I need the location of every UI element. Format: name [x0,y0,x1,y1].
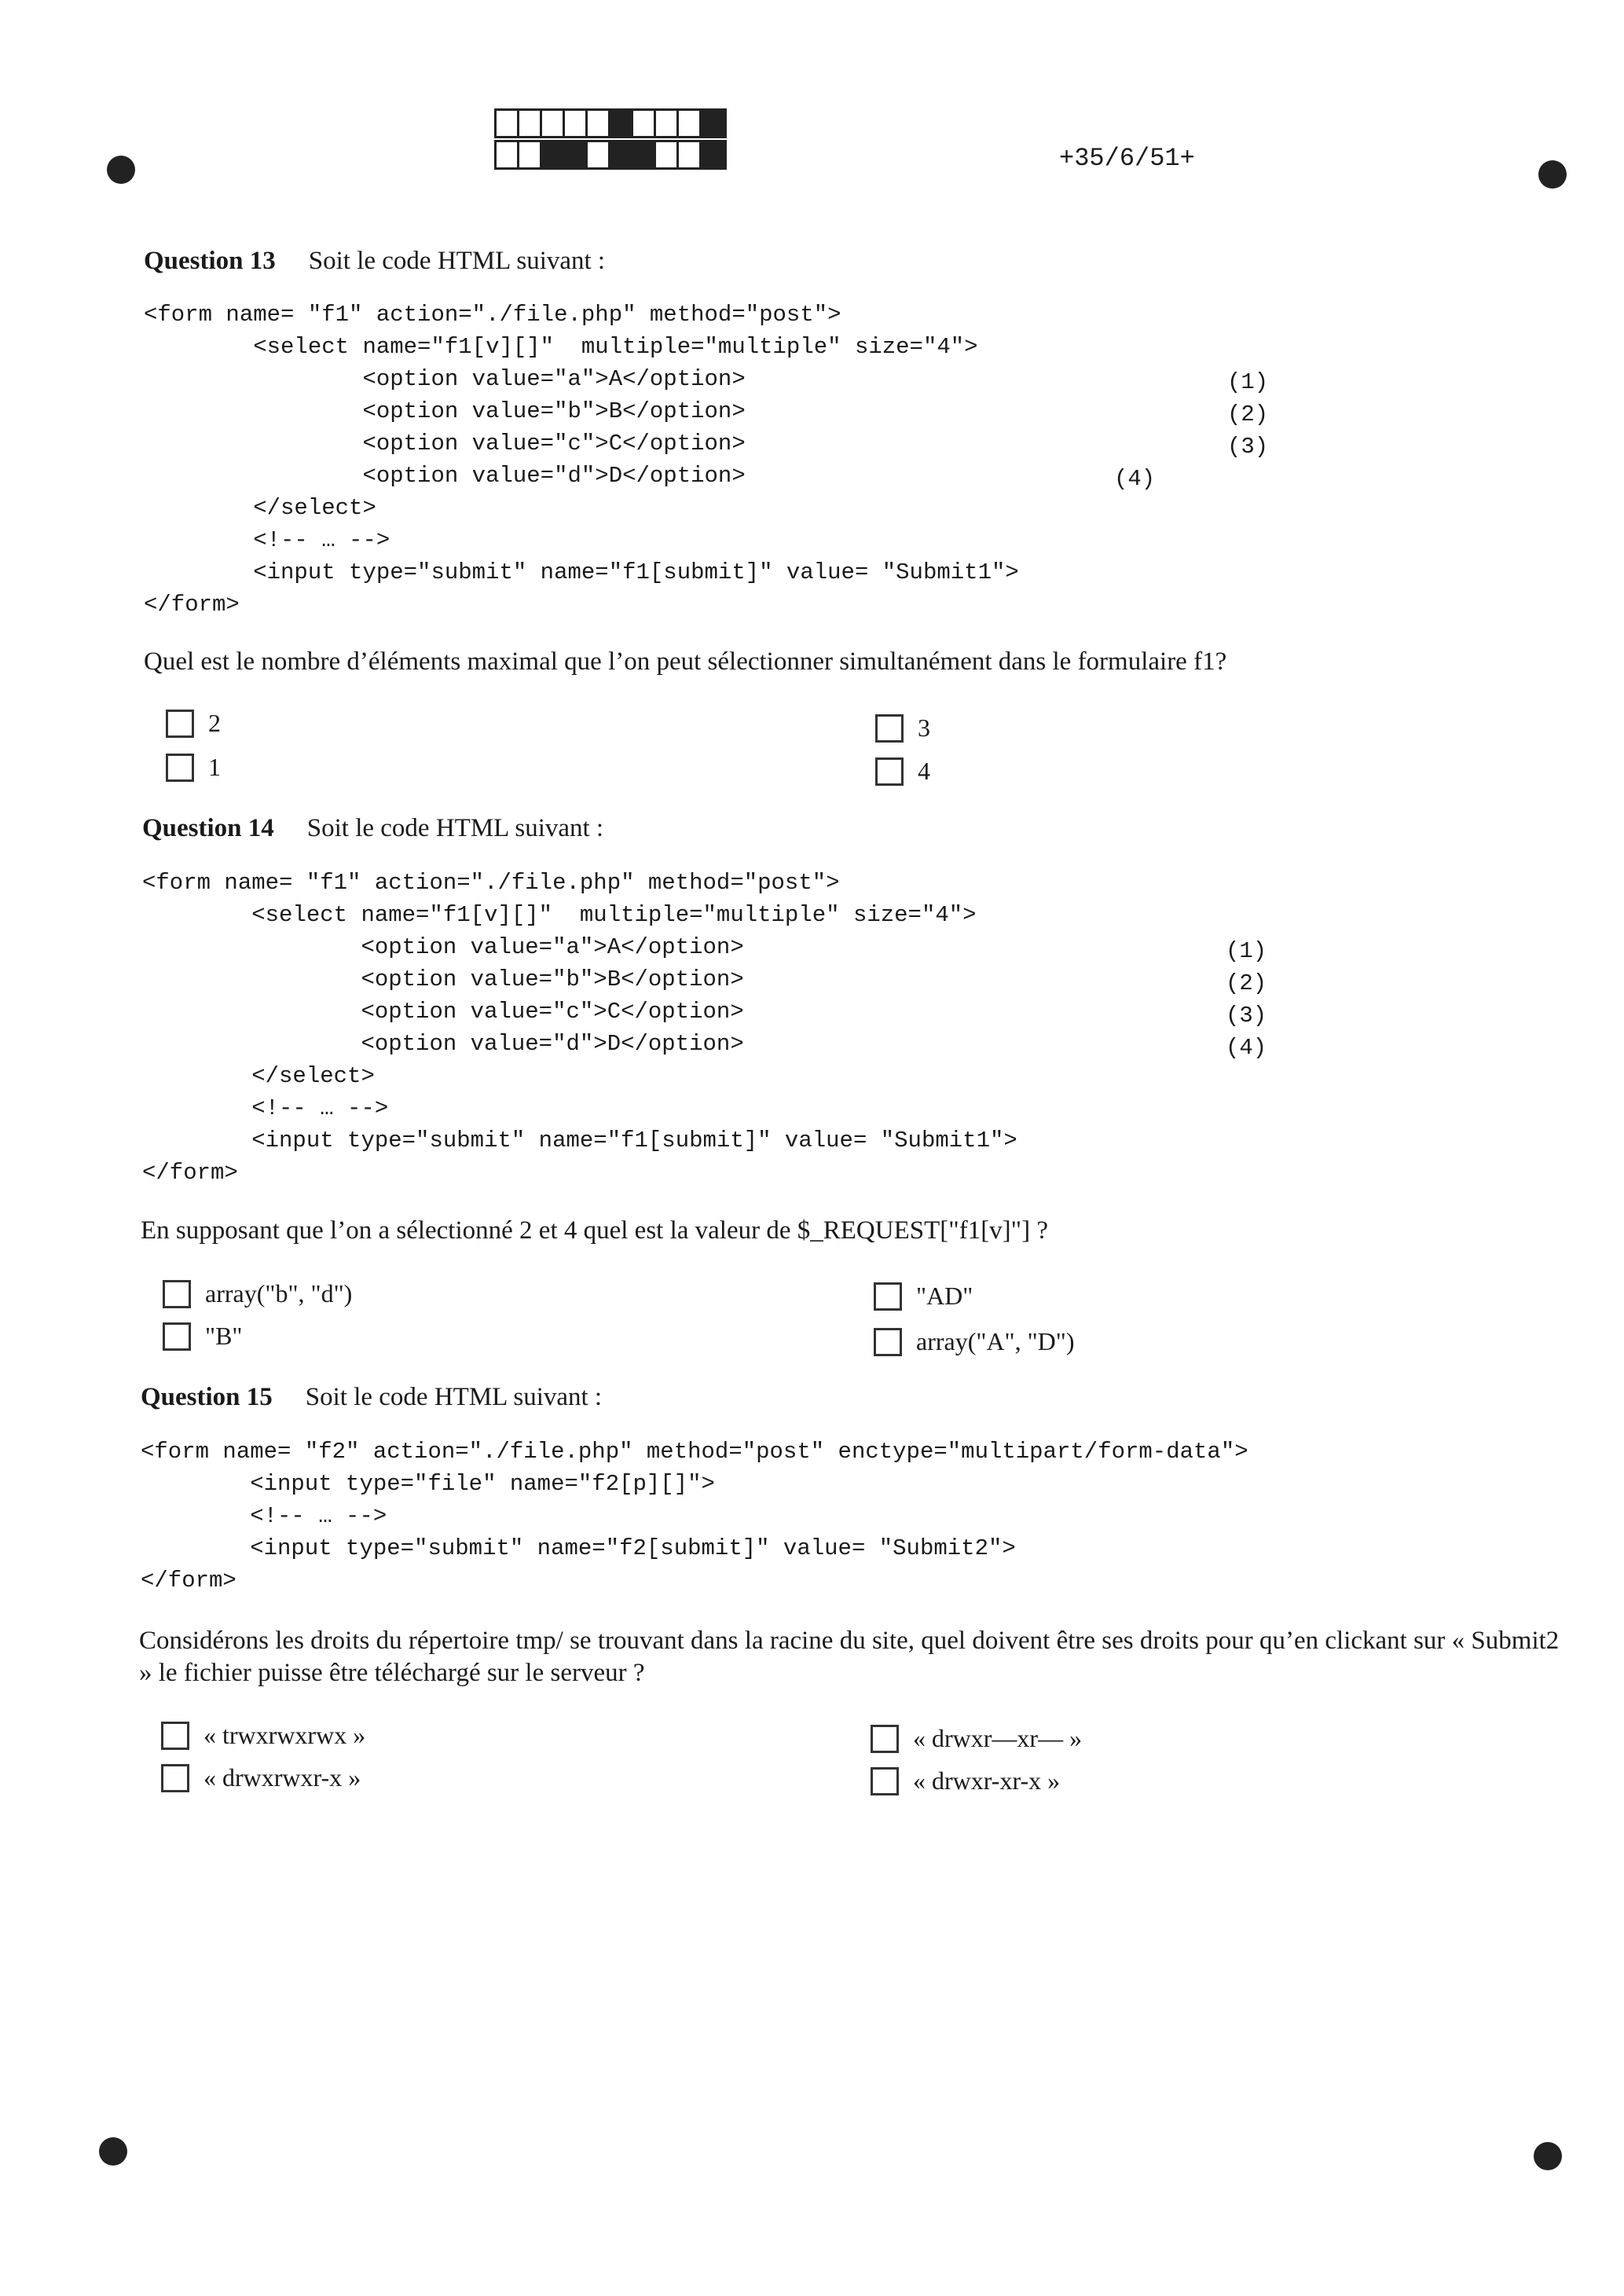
choice-label: "AD" [916,1282,973,1310]
checkbox[interactable] [161,1764,189,1792]
barcode-top [494,108,727,138]
question-15-code: <form name= "f2" action="./file.php" method="post" enctype="multipart/form-data"> <input type="file" name="f2[p][]"> <!-- … --> <input type="submit" name="f2[submit]" value= "Submit2"> </form> [141,1439,1248,1594]
question-13-choice-3[interactable] [875,713,930,743]
registration-mark-bottom-right [1534,2142,1562,2170]
barcode-cell [656,142,679,167]
question-14-prompt: En supposant que l’on a sélectionné 2 et 4 quel est la valeur de $_REQUEST["f1[v]"] ? [141,1216,1049,1245]
question-13-choice-1[interactable] [166,753,221,782]
barcode-cell [656,111,679,136]
checkbox[interactable] [161,1722,189,1750]
choice-label: 1 [208,753,221,781]
question-15-intro: Soit le code HTML suivant : [305,1383,603,1411]
barcode-cell [610,111,633,136]
registration-mark-top-left [107,156,135,184]
question-13-prompt: Quel est le nombre d’éléments maximal que l’on peut sélectionner simultanément dans le formulaire f1? [144,647,1227,676]
page-id: +35/6/51+ [1059,144,1195,173]
choice-label: 4 [918,757,930,785]
checkbox[interactable] [166,710,194,738]
checkbox[interactable] [871,1725,899,1753]
barcode-cell [542,111,565,136]
checkbox[interactable] [874,1328,902,1356]
barcode-cell [702,111,724,136]
question-13-number-1: (1) [1227,369,1269,395]
barcode-cell [610,142,633,167]
question-14-number-4: (4) [1226,1035,1267,1061]
choice-label: array("b", "d") [205,1279,353,1308]
question-14-code: <form name= "f1" action="./file.php" method="post"> <select name="f1[v][]" multiple="multiple" size="4"> <option value="a">A</option> <option value="b">B</option> <option value="c">C</option> <option value="d">D</option> </select> <!-- … --> <input type="submit" name="f1[submit]" value= "Submit1"> </form> [142,870,1017,1186]
question-14-intro: Soit le code HTML suivant : [306,814,604,842]
choice-label: « drwxr—xr— » [913,1724,1083,1752]
question-13-title [144,247,605,276]
choice-label: "B" [205,1322,243,1350]
question-15-label: Question 15 [141,1383,273,1411]
choice-label: « drwxr-xr-x » [913,1766,1061,1795]
question-15-choice-drwxr-xr[interactable] [871,1724,1082,1753]
question-13-number-4: (4) [1114,466,1156,492]
question-14-choice-b[interactable] [163,1322,242,1351]
choice-label: 3 [918,713,930,742]
question-14-number-3: (3) [1226,1003,1267,1029]
barcode-cell [519,111,542,136]
question-13-intro: Soit le code HTML suivant : [308,247,606,275]
registration-mark-bottom-left [99,2137,127,2166]
checkbox[interactable] [875,757,904,786]
question-15-choice-drwxrwxr-x[interactable] [161,1763,361,1792]
choice-label: array("A", "D") [916,1327,1075,1355]
barcode-cell [565,111,588,136]
checkbox[interactable] [871,1767,899,1795]
barcode-cell [588,111,610,136]
barcode-cell [633,111,656,136]
barcode-cell [679,111,702,136]
barcode-cell [702,142,724,167]
question-15-title [141,1383,602,1412]
question-14-choice-array-b-d[interactable] [163,1279,352,1308]
question-13-choice-2[interactable] [166,709,221,738]
barcode-cell [497,111,519,136]
question-14-label: Question 14 [142,814,274,842]
choice-label: 2 [208,709,221,737]
question-14-choice-array-a-d[interactable] [874,1327,1075,1356]
question-14-number-2: (2) [1226,970,1267,996]
barcode-cell [588,142,610,167]
checkbox[interactable] [166,754,194,782]
question-13-number-3: (3) [1227,434,1269,460]
choice-label: « drwxrwxr-x » [203,1763,361,1792]
barcode-cell [542,142,565,167]
question-14-number-1: (1) [1226,938,1267,964]
registration-mark-top-right [1538,160,1567,189]
choice-label: « trwxrwxrwx » [203,1721,366,1749]
barcode-cell [679,142,702,167]
question-14-title [142,814,603,843]
question-13-choice-4[interactable] [875,757,930,786]
question-15-choice-trwxrwxrwx[interactable] [161,1721,365,1750]
question-15-choice-drwxr-xr-x[interactable] [871,1766,1060,1795]
barcode-cell [497,142,519,167]
checkbox[interactable] [163,1280,191,1308]
question-13-number-2: (2) [1227,402,1269,427]
barcode-cell [519,142,542,167]
checkbox[interactable] [875,714,904,743]
checkbox[interactable] [163,1322,191,1351]
checkbox[interactable] [874,1282,902,1311]
barcode-bottom [494,140,727,170]
barcode-cell [565,142,588,167]
barcode-cell [633,142,656,167]
question-15-prompt: Considérons les droits du répertoire tmp/ se trouvant dans la racine du site, quel doivent être ses droits pour qu’en clickant sur « Submit2 » le fichier puisse être téléchargé sur le serveur ? [139,1627,1560,1687]
question-14-choice-ad[interactable] [874,1282,973,1311]
question-13-code: <form name= "f1" action="./file.php" method="post"> <select name="f1[v][]" multiple="multiple" size="4"> <option value="a">A</option> <option value="b">B</option> <option value="c">C</option> <option value="d">D</option> </select> <!-- … --> <input type="submit" name="f1[submit]" value= "Submit1"> </form> [144,302,1019,618]
question-13-label: Question 13 [144,247,276,275]
